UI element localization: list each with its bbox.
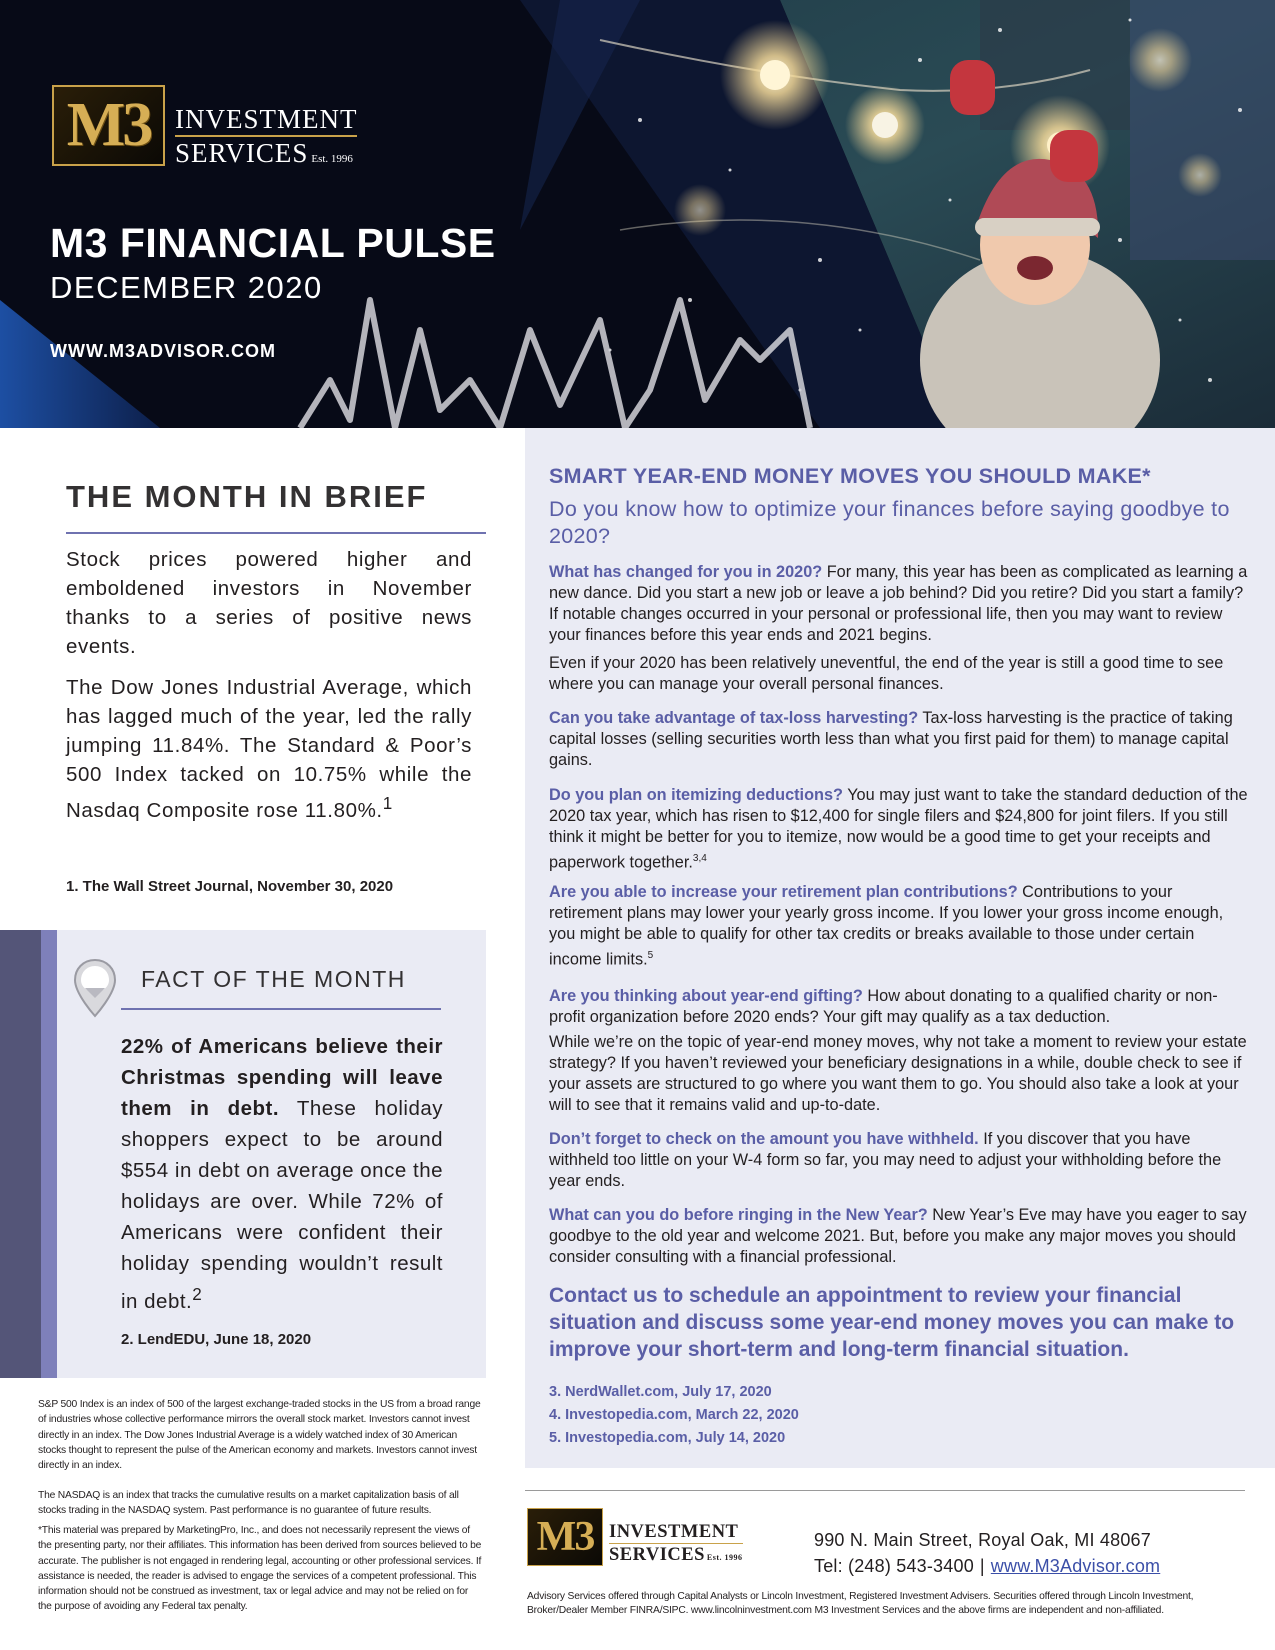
retirement-footnote-ref: 5 bbox=[647, 950, 654, 961]
fact-text: These holiday shoppers expect to be around $554 in debt on average once the holidays are over. While 72% of Americans were confident their holiday spending wouldn’t result in debt. bbox=[121, 1097, 443, 1313]
article-paragraph-retirement bbox=[549, 882, 1249, 970]
publication-date: DECEMBER 2020 bbox=[50, 270, 323, 305]
footer-logo-line-2 bbox=[609, 1544, 743, 1569]
footer-logo-est: Est. 1996 bbox=[706, 1553, 743, 1562]
brief-paragraph-1: Stock prices powered higher and emboldened investors in November thanks to a series of positive news events. bbox=[66, 548, 472, 658]
logo-wordmark bbox=[175, 105, 357, 175]
answer-gifting: How about donating to a qualified charity or non-profit organization before 2020 ends? Your gift may qualify as a tax deduction. bbox=[549, 987, 1218, 1026]
question-retirement: Are you able to increase your retirement plan contributions? bbox=[549, 883, 1018, 901]
logo-line-2 bbox=[175, 137, 357, 175]
footer-website-link[interactable]: www.M3Advisor.com bbox=[990, 1556, 1161, 1576]
fact-paragraph bbox=[121, 1031, 443, 1317]
article-paragraph-changes bbox=[549, 562, 1249, 646]
footer-address: 990 N. Main Street, Royal Oak, MI 48067 bbox=[814, 1530, 1151, 1550]
index-disclaimer: S&P 500 Index is an index of 500 of the largest exchange-traded stocks in the US from a broad range of industries whose collective performance mirrors the overall stock market. Investors cannot invest directly in an index. The Dow Jones Industrial Average is a widely watched index of 30 American stocks thought to represent the pulse of the American economy and markets. Investors cannot invest directly in an index. bbox=[38, 1399, 481, 1472]
footer-contact-line bbox=[814, 1556, 1160, 1577]
article-title: SMART YEAR-END MONEY MOVES YOU SHOULD MAKE* bbox=[549, 464, 1151, 488]
header-background bbox=[0, 0, 1275, 428]
question-tax-loss: Can you take advantage of tax-loss harvesting? bbox=[549, 709, 919, 727]
article-source-3: 3. NerdWallet.com, July 17, 2020 bbox=[549, 1384, 772, 1400]
logo-mark-text: M3 bbox=[66, 91, 151, 159]
brief-source: 1. The Wall Street Journal, November 30, 2020 bbox=[66, 878, 394, 895]
publication-title: M3 FINANCIAL PULSE bbox=[50, 220, 496, 266]
answer-changes: For many, this year has been as complicated as learning a new dance. Did you start a new job or leave a job behind? Did you retire? Did you start a family? If notable changes occurred in your personal or professional life, then you may want to review your finances before this year ends and 2021 begins. bbox=[549, 563, 1248, 644]
month-in-brief-heading: THE MONTH IN BRIEF bbox=[66, 479, 428, 514]
answer-retirement: Contributions to your retirement plans may lower your yearly gross income. If you lower your gross income enough, you might be able to qualify for other tax credits or breaks available to those under certain income limits. bbox=[549, 883, 1224, 969]
article-paragraph-new-year bbox=[549, 1205, 1249, 1268]
material-disclaimer: *This material was prepared by MarketingPro, Inc., and does not necessarily represent the views of the presenting party, nor their affiliates. This information has been derived from sources believed to be accurate. The publisher is not engaged in rendering legal, accounting or other professional services. If assistance is needed, the reader is advised to engage the services of a competent professional. This information should not be construed as investment, tax or legal advice and may not be relied on for the purpose of avoiding any Federal tax penalty. bbox=[38, 1525, 482, 1613]
contact-call-to-action: Contact us to schedule an appointment to review your financial situation and discuss some year-end money moves you can make to improve your short-term and long-term financial situation. bbox=[549, 1284, 1235, 1361]
article-paragraph-deductions bbox=[549, 785, 1249, 873]
footer-disclaimer: Advisory Services offered through Capital Analysts or Lincoln Investment, Registered Investment Advisers. Securities offered through Lincoln Investment, Broker/Dealer Member FINRA/SIPC. www.lincolninvestment.com M3 Investment Services and the above firms are independent and non-affiliated. bbox=[527, 1591, 1194, 1616]
fact-accent-bar-light bbox=[41, 930, 57, 1378]
answer-withheld: If you discover that you have withheld too little on your W-4 form so far, you may need to adjust your withholding before the year ends. bbox=[549, 1130, 1222, 1190]
article-source-4: 4. Investopedia.com, March 22, 2020 bbox=[549, 1407, 799, 1423]
nasdaq-disclaimer: The NASDAQ is an index that tracks the cumulative results on a market capitalization basis of all stocks trading in the NASDAQ system. Past performance is no guarantee of future results. bbox=[38, 1490, 459, 1517]
footer-logo-mark bbox=[527, 1508, 603, 1566]
article-subtitle: Do you know how to optimize your finances before saying goodbye to 2020? bbox=[549, 497, 1230, 548]
fact-footnote-ref: 2 bbox=[192, 1285, 203, 1304]
answer-new-year: New Year’s Eve may have you eager to say goodbye to the old year and welcome 2021. But, before you make any major moves you should consider consulting with a financial professional. bbox=[549, 1206, 1247, 1266]
footer-logo-line-1: INVESTMENT bbox=[609, 1522, 743, 1544]
footer-logo bbox=[527, 1508, 743, 1569]
brief-paragraph-2-text: The Dow Jones Industrial Average, which has lagged much of the year, led the rally jumping 11.84%. The Standard & Poor’s 500 Index tacked on 10.75% while the Nasdaq Composite rose 11.80%. bbox=[66, 676, 472, 822]
question-withheld: Don’t forget to check on the amount you have withheld. bbox=[549, 1130, 979, 1148]
brief-footnote-ref: 1 bbox=[382, 794, 393, 813]
footer-logo-mark-text: M3 bbox=[536, 1514, 594, 1560]
deductions-footnote-ref: 3,4 bbox=[692, 853, 707, 864]
logo-est: Est. 1996 bbox=[311, 153, 353, 165]
question-new-year: What can you do before ringing in the New Year? bbox=[549, 1206, 928, 1224]
question-deductions: Do you plan on itemizing deductions? bbox=[549, 786, 843, 804]
article-paragraph-tax-loss bbox=[549, 708, 1249, 771]
fact-divider bbox=[121, 1008, 441, 1010]
brief-divider bbox=[66, 532, 486, 534]
m3-logo-mark bbox=[52, 85, 165, 166]
footer-logo-wordmark bbox=[609, 1522, 743, 1569]
answer-tax-loss: Tax-loss harvesting is the practice of taking capital losses (selling securities worth less than what you first paid for them) to manage capital gains. bbox=[549, 709, 1233, 769]
article-paragraph-estate: While we’re on the topic of year-end money moves, why not take a moment to review your estate strategy? If you haven’t reviewed your beneficiary designations in a while, double check to see if your assets are structured to go where you want them to go. You should also take a look at your will to see that it remains valid and up-to-date. bbox=[549, 1033, 1247, 1114]
website-link[interactable]: WWW.M3ADVISOR.COM bbox=[50, 341, 276, 361]
fact-highlight: 22% of Americans believe their Christmas spending will leave them in debt. bbox=[121, 1035, 443, 1120]
question-changes: What has changed for you in 2020? bbox=[549, 563, 823, 581]
footer-divider bbox=[525, 1490, 1245, 1491]
map-pin-icon bbox=[73, 958, 117, 1020]
question-gifting: Are you thinking about year-end gifting? bbox=[549, 987, 863, 1005]
article-paragraph-uneventful: Even if your 2020 has been relatively uneventful, the end of the year is still a good time to see where you can manage your overall personal finances. bbox=[549, 654, 1224, 693]
article-source-5: 5. Investopedia.com, July 14, 2020 bbox=[549, 1430, 786, 1446]
footer-logo-line-2-text: SERVICES bbox=[609, 1545, 705, 1565]
footer-phone: Tel: (248) 543-3400 bbox=[814, 1556, 974, 1576]
header-logo bbox=[52, 85, 357, 175]
brief-paragraph-2 bbox=[66, 673, 472, 825]
article-paragraph-gifting bbox=[549, 986, 1249, 1028]
logo-line-2-text: SERVICES bbox=[175, 138, 309, 168]
header-banner bbox=[0, 0, 1275, 428]
fact-accent-bar-dark bbox=[0, 930, 41, 1378]
answer-deductions: You may just want to take the standard deduction of the 2020 tax year, which has risen to $12,400 for single filers and $24,800 for joint filers. If you still think it might be better for you to itemize, now would be a good time to get your receipts and paperwork together. bbox=[549, 786, 1248, 872]
article-paragraph-withheld bbox=[549, 1129, 1249, 1192]
logo-line-1: INVESTMENT bbox=[175, 105, 357, 137]
fact-source: 2. LendEDU, June 18, 2020 bbox=[121, 1331, 312, 1348]
fact-of-month-heading: FACT OF THE MONTH bbox=[141, 966, 406, 992]
footer-separator: | bbox=[979, 1556, 985, 1576]
